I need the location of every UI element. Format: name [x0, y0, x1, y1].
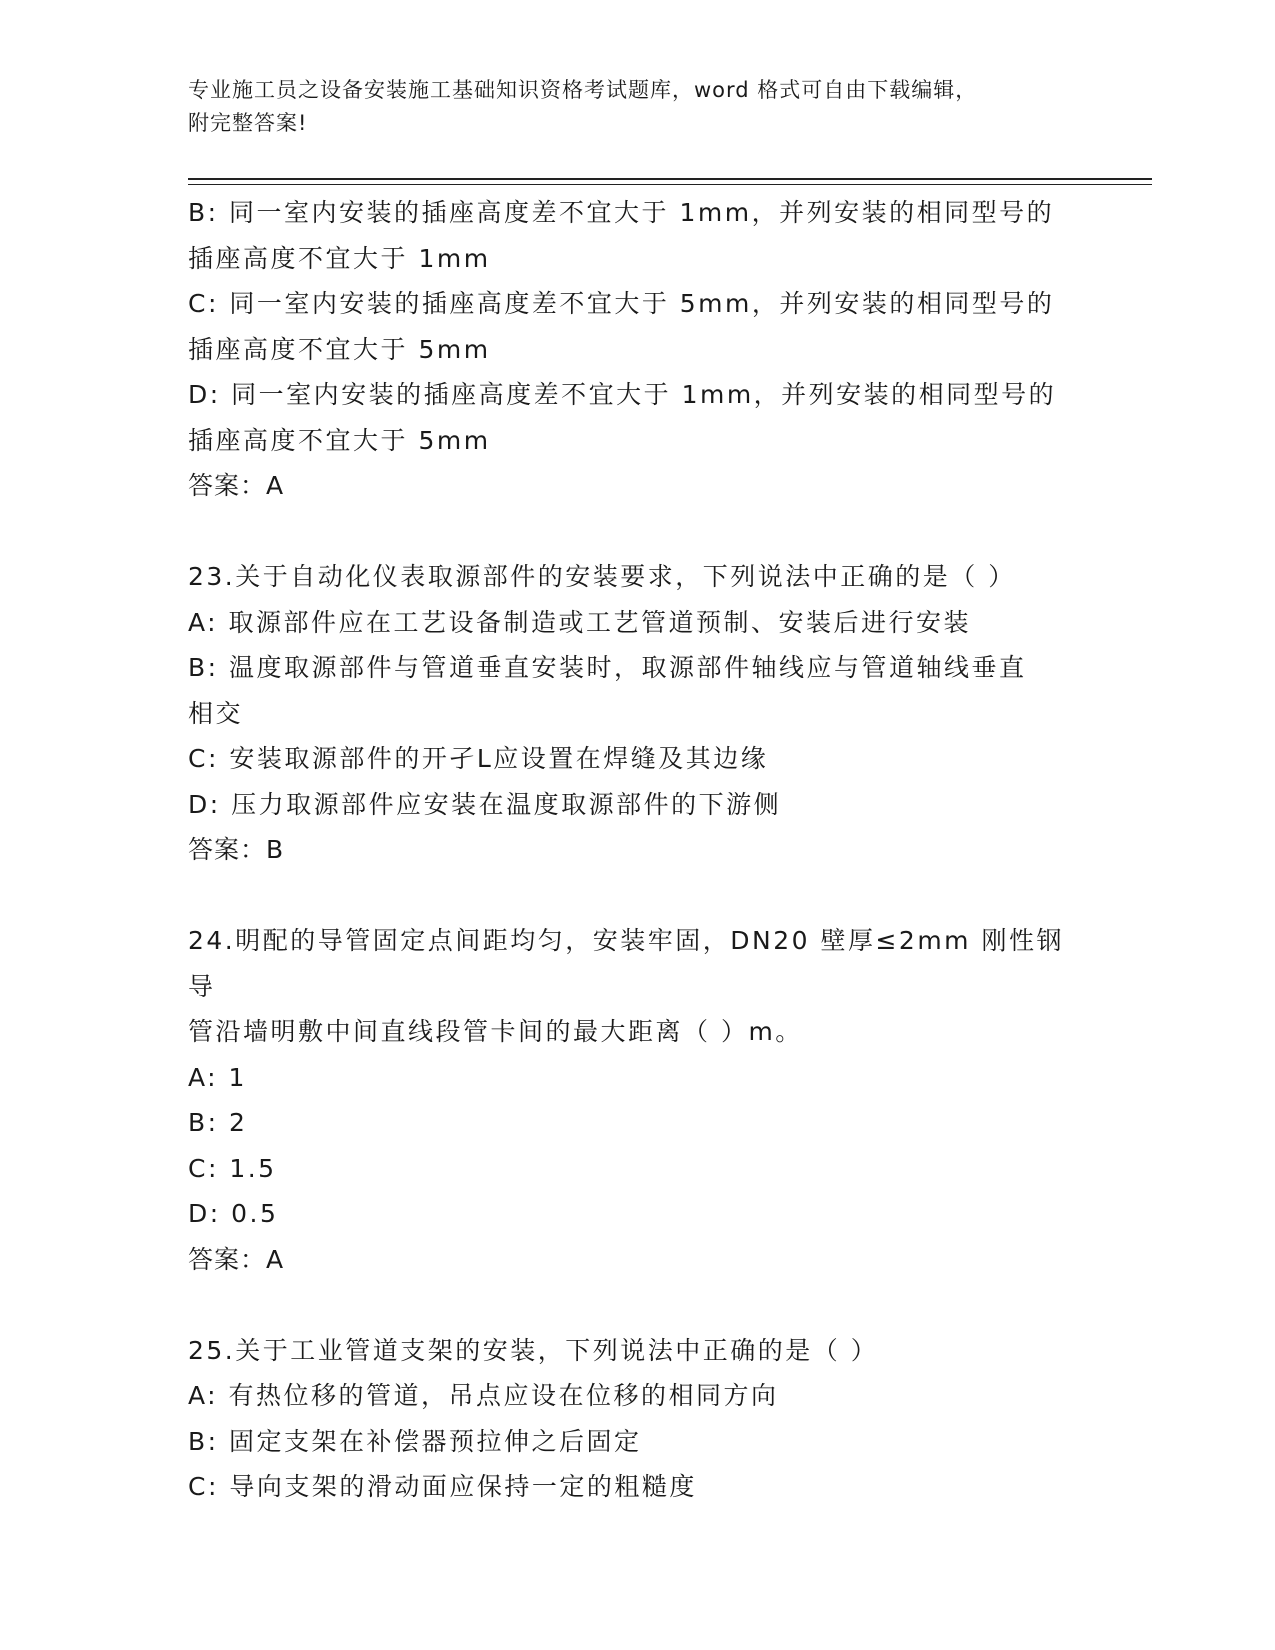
question-content — [188, 190, 1088, 1510]
q22-option-c-line2: 插座高度不宜大于 5mm — [188, 334, 491, 364]
q24-stem-line1: 24.明配的导管固定点间距均匀，安装牢固，DN20 壁厚≤2mm 刚性钢导 — [188, 926, 1064, 1001]
q25-option-c: C: 导向支架的滑动面应保持一定的粗糙度 — [188, 1472, 697, 1501]
q24-option-d: D: 0.5 — [188, 1199, 279, 1228]
q22-option-b-line2: 插座高度不宜大于 1mm — [188, 243, 491, 273]
header-title-line2: 附完整答案! — [188, 111, 308, 135]
header-rule-thick — [188, 178, 1152, 180]
spacer — [188, 873, 1088, 919]
q24-option-a: A: 1 — [188, 1062, 247, 1092]
q24-stem-line2: 管沿墙明敷中间直线段管卡间的最大距离（ ）m。 — [188, 1017, 803, 1046]
question-24 — [188, 918, 1088, 1282]
document-header — [188, 74, 1088, 140]
q24-option-c: C: 1.5 — [188, 1153, 277, 1183]
q22-option-d-line2: 插座高度不宜大于 5mm — [188, 425, 491, 455]
header-rule-thin — [188, 184, 1152, 185]
q25-stem: 25.关于工业管道支架的安装，下列说法中正确的是（ ） — [188, 1335, 879, 1365]
q22-option-b-line1: B: 同一室内安装的插座高度差不宜大于 1mm，并列安装的相同型号的 — [188, 198, 1055, 227]
q22-option-c-line1: C: 同一室内安装的插座高度差不宜大于 5mm，并列安装的相同型号的 — [188, 289, 1055, 318]
q23-option-a: A: 取源部件应在工艺设备制造或工艺管道预制、安装后进行安装 — [188, 607, 972, 637]
q23-option-b-line2: 相交 — [188, 698, 244, 728]
question-25 — [188, 1328, 1088, 1510]
q22-answer: 答案：A — [188, 471, 285, 500]
q24-option-b: B: 2 — [188, 1108, 248, 1137]
question-23 — [188, 554, 1088, 873]
question-22-tail — [188, 190, 1088, 509]
q23-option-b-line1: B: 温度取源部件与管道垂直安装时，取源部件轴线应与管道轴线垂直 — [188, 653, 1027, 682]
q25-option-a: A: 有热位移的管道，吊点应设在位移的相同方向 — [188, 1381, 779, 1410]
header-title-line1: 专业施工员之设备安装施工基础知识资格考试题库，word 格式可自由下载编辑， — [188, 78, 978, 102]
q23-option-c: C: 安装取源部件的开孑L应设置在焊缝及其边缘 — [188, 744, 769, 773]
q23-option-d: D: 压力取源部件应安装在温度取源部件的下游侧 — [188, 789, 782, 819]
q23-answer: 答案：B — [188, 835, 285, 864]
q24-answer: 答案：A — [188, 1244, 285, 1274]
q23-stem: 23.关于自动化仪表取源部件的安装要求，下列说法中正确的是（ ） — [188, 562, 1016, 591]
q25-option-b: B: 固定支架在补偿器预拉伸之后固定 — [188, 1426, 642, 1456]
q22-option-d-line1: D: 同一室内安装的插座高度差不宜大于 1mm，并列安装的相同型号的 — [188, 380, 1057, 409]
spacer — [188, 509, 1088, 555]
spacer — [188, 1282, 1088, 1328]
